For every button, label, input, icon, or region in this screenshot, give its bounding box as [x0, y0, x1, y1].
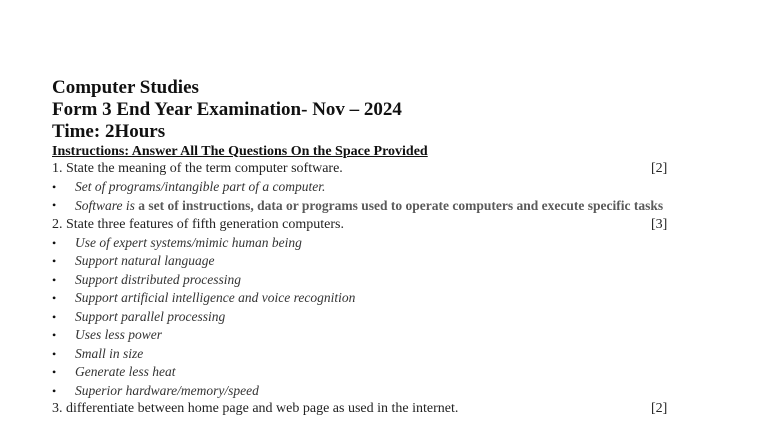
answer-lead-text: Software is: [75, 197, 135, 213]
answer-text: Support natural language: [75, 253, 215, 268]
answer-item: [52, 345, 752, 364]
answer-item: [52, 197, 752, 216]
question-3-text: 3. differentiate between home page and web page as used in the internet.: [52, 401, 459, 416]
bullet-icon: •: [52, 235, 57, 250]
answer-text: Small in size: [75, 345, 144, 361]
answer-item: [52, 234, 752, 253]
question-1-text: 1. State the meaning of the term computer software.: [52, 161, 343, 176]
bullet-icon: •: [52, 272, 57, 287]
exam-title: Form 3 End Year Examination- Nov – 2024: [52, 99, 402, 120]
bullet-icon: •: [52, 254, 57, 268]
bullet-icon: •: [52, 346, 57, 361]
question-3-marks: [2]: [651, 401, 668, 416]
answer-text: Support artificial intelligence and voice recognition: [75, 290, 356, 305]
answer-item: [52, 289, 752, 308]
answer-item: [52, 363, 752, 382]
question-2-text: 2. State three features of fifth generation computers.: [52, 216, 344, 232]
question-3: [52, 400, 752, 418]
answer-text: Generate less heat: [75, 364, 176, 379]
exam-document: [52, 77, 752, 418]
exam-time: Time: 2Hours: [52, 121, 166, 142]
bullet-icon: •: [52, 291, 57, 305]
answer-item: [52, 271, 752, 290]
answer-text: Support parallel processing: [75, 308, 226, 324]
answer-text: Support distributed processing: [75, 271, 242, 287]
question-2-answers: [52, 234, 752, 401]
question-2: [52, 216, 752, 234]
answer-text: Uses less power: [75, 327, 162, 342]
bullet-icon: •: [52, 383, 57, 398]
answer-item: [52, 326, 752, 345]
answer-item: [52, 308, 752, 327]
answer-text: Use of expert systems/mimic human being: [75, 234, 302, 250]
bullet-icon: •: [52, 180, 57, 194]
answer-item: [52, 178, 752, 197]
question-1: [52, 160, 752, 178]
answer-item: [52, 252, 752, 271]
answer-bold-text: a set of instructions, data or programs used to operate computers and execute specific tasks: [134, 197, 664, 213]
question-1-answers: [52, 178, 752, 216]
bullet-icon: •: [52, 309, 57, 324]
question-2-marks: [3]: [651, 216, 668, 232]
answer-item: [52, 382, 752, 401]
bullet-icon: •: [52, 365, 57, 379]
answer-text: Superior hardware/memory/speed: [75, 382, 259, 398]
answer-text: Set of programs/intangible part of a computer.: [75, 179, 326, 194]
subject-title: Computer Studies: [52, 77, 199, 98]
bullet-icon: •: [52, 197, 57, 212]
instructions: Instructions: Answer All The Questions On the Space Provided: [52, 144, 428, 159]
bullet-icon: •: [52, 328, 57, 342]
question-1-marks: [2]: [651, 161, 668, 176]
